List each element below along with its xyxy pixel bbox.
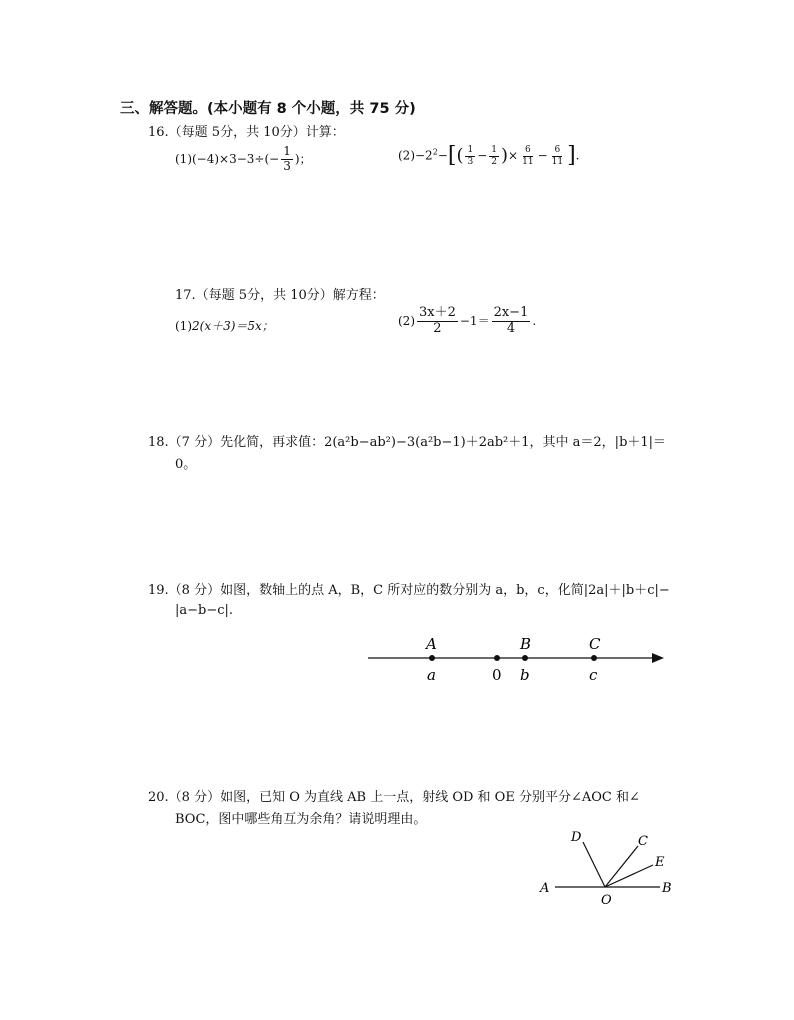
q16-part2-minus: − xyxy=(437,148,448,163)
label-a: A xyxy=(540,881,550,896)
q16-part2-frac2-num: 1 xyxy=(491,145,498,156)
q16-part1-frac-num: 1 xyxy=(283,144,291,158)
label-lower-b: b xyxy=(520,666,530,684)
q16-part1-tail: )； xyxy=(294,151,312,166)
label-o: O xyxy=(601,893,612,908)
q17-part1 xyxy=(175,317,274,334)
q18-line2: 0。 xyxy=(175,457,197,472)
number-line-arrow xyxy=(652,653,664,663)
q16-part2-frac3 xyxy=(520,145,535,167)
q17-part2-right-fraction xyxy=(492,306,531,337)
ray-od xyxy=(583,842,605,887)
label-d: D xyxy=(571,830,582,845)
q18-line1: 18.（7 分）先化简，再求值：2(a²b−ab²)−3(a²b−1)＋2ab²＋1，其中 a＝2，|b＋1|＝ xyxy=(148,435,667,450)
q19-line2: |a−b−c|. xyxy=(175,603,234,618)
q16-part1 xyxy=(175,145,312,174)
q16-part1-label: (1) xyxy=(175,151,192,166)
q17-part2-mid: −1＝ xyxy=(459,313,490,328)
q16-part1-expr: (−4)×3−3÷(− xyxy=(192,151,280,166)
label-b: B xyxy=(662,881,672,896)
q16-part2-frac4-num: 6 xyxy=(554,145,561,156)
q16-part2-end: . xyxy=(575,148,580,163)
q17-part2-left-num: 3x＋2 xyxy=(419,305,456,320)
q17-part2-left-fraction xyxy=(417,306,458,337)
point-a-dot xyxy=(429,655,435,661)
q17-part2-end: . xyxy=(532,313,537,328)
q16-part2-frac3-num: 6 xyxy=(524,145,531,156)
label-upper-b: B xyxy=(520,635,532,653)
q16-part2-frac2-den: 2 xyxy=(491,156,498,167)
angle-figure xyxy=(535,825,680,910)
q17-part1-expr: 2(x＋3)＝5x； xyxy=(192,319,274,333)
q16-part2-frac1 xyxy=(465,145,475,167)
q16-part2-label: (2) xyxy=(398,148,415,163)
section-heading: 三、解答题。(本小题有 8 个小题，共 75 分) xyxy=(120,101,416,117)
q17-part1-label: (1) xyxy=(175,319,192,333)
point-c-dot xyxy=(591,655,597,661)
number-line-figure xyxy=(360,628,670,688)
ray-oe xyxy=(605,865,653,887)
q17-part2-label: (2) xyxy=(398,313,415,328)
q16-part2-exponent: 2 xyxy=(432,147,438,157)
ray-oc xyxy=(605,846,638,887)
q16-part2-open-paren: ( xyxy=(456,145,464,166)
q20-line1: 20.（8 分）如图，已知 O 为直线 AB 上一点，射线 OD 和 OE 分别平分∠AOC 和∠ xyxy=(148,790,640,805)
q16-part2-frac4 xyxy=(550,145,565,167)
label-lower-c: c xyxy=(589,666,598,684)
q16-part2-lead: −2 xyxy=(415,148,433,163)
q16-part2-times: × xyxy=(508,148,519,163)
point-b-dot xyxy=(522,655,528,661)
label-upper-c: C xyxy=(589,635,601,653)
q17-header: 17.（每题 5分，共 10分）解方程： xyxy=(175,288,385,303)
q17-part2-left-den: 2 xyxy=(433,320,442,336)
q16-part1-fraction xyxy=(281,145,293,174)
q16-part2-frac3-den: 11 xyxy=(522,156,534,167)
q16-part2: $(2)-2^2-$[( $\frac{1}{3}$ − $\frac{1}{2}$ )× $\frac{6}{11}$ − $\frac{6}{11}$ ]. xyxy=(398,143,580,168)
q17-part2 xyxy=(398,306,536,337)
q16-part2-open-bracket: [ xyxy=(447,143,457,168)
q16-part2-close-paren: ) xyxy=(501,145,509,166)
q16-part2-frac4-den: 11 xyxy=(551,156,564,167)
label-c: C xyxy=(638,834,648,849)
q16-part2-frac2 xyxy=(489,145,499,167)
q17-part2-right-den: 4 xyxy=(506,320,516,336)
label-upper-a: A xyxy=(426,635,437,653)
q16-part2-frac1-num: 1 xyxy=(467,145,474,156)
q17-part2-right-num: 2x−1 xyxy=(493,305,529,320)
q16-part1-frac-den: 3 xyxy=(283,158,291,173)
label-e: E xyxy=(655,855,665,870)
label-lower-a: a xyxy=(427,666,436,684)
point-zero-dot xyxy=(494,655,500,661)
q19-line1: 19.（8 分）如图，数轴上的点 A，B，C 所对应的数分别为 a，b，c，化简|2a|＋|b＋c|− xyxy=(148,583,670,598)
q16-part2-close-bracket: ] xyxy=(567,143,576,168)
q16-header: 16.（每题 5分，共 10分）计算： xyxy=(148,125,345,140)
label-lower-zero: 0 xyxy=(492,666,502,684)
q20-line2: BOC，图中哪些角互为余角？请说明理由。 xyxy=(175,812,427,827)
q16-part2-frac1-den: 3 xyxy=(467,156,474,167)
